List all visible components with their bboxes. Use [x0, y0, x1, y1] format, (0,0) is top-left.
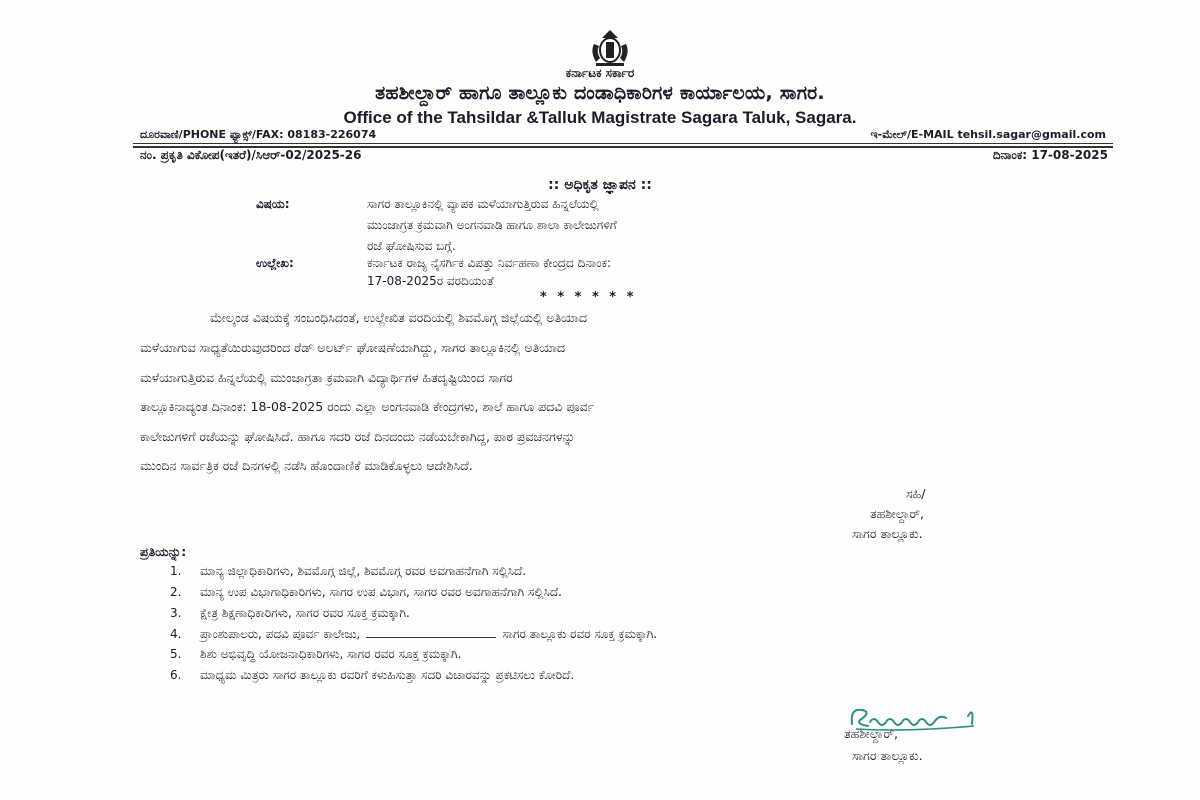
body-line: ಕಾಲೇಜುಗಳಿಗೆ ರಜೆಯನ್ನು ಘೋಷಿಸಿದೆ. ಹಾಗೂ ಸದರಿ ರಜೆ ದಿನದಂದು ನಡೆಯಬೇಕಾಗಿದ್ದ, ಪಾಠ ಪ್ರವಚನಗಳನ್ನು — [140, 429, 576, 444]
list-item: 3. ಕ್ಷೇತ್ರ ಶಿಕ್ಷಣಾಧಿಕಾರಿಗಳು, ಸಾಗರ ರವರ ಸೂಕ್ತ ಕ್ರಮಕ್ಕಾಗಿ. — [170, 606, 410, 620]
reference-label: ಉಲ್ಲೇಖ: — [256, 256, 294, 270]
karnataka-emblem-icon — [586, 28, 634, 68]
memo-heading: :: ಅಧಿಕೃತ ಜ್ಞಾಪನ :: — [548, 177, 652, 193]
copy-to-heading: ಪ್ರತಿಯನ್ನು: — [140, 544, 187, 559]
reference-line: ಕರ್ನಾಟಕ ರಾಜ್ಯ ನೈಸರ್ಗಿಕ ವಿಪತ್ತು ನಿರ್ವಹಣಾ ಕೇಂದ್ರದ ದಿನಾಂಕ: — [367, 256, 612, 270]
subject-line: ಸಾಗರ ತಾಲ್ಲೂಕಿನಲ್ಲಿ ವ್ಯಾಪಕ ಮಳೆಯಾಗುತ್ತಿರುವ ಹಿನ್ನಲೆಯಲ್ಲಿ — [367, 197, 599, 211]
signatory-place: ಸಾಗರ ತಾಲ್ಲೂಕು. — [852, 526, 923, 541]
subject-line: ರಜೆ ಘೋಷಿಸುವ ಬಗ್ಗೆ. — [367, 239, 456, 253]
header-divider — [133, 143, 1113, 144]
list-item: 6. ಮಾಧ್ಯಮ ಮಿತ್ರರು ಸಾಗರ ತಾಲ್ಲೂಕು ರವರಿಗೆ ಕಳುಹಿಸುತ್ತಾ ಸದರಿ ವಿಚಾರವನ್ನು ಪ್ರಕಟಿಸಲು ಕೋರಿದೆ. — [170, 668, 575, 682]
list-item: 1. ಮಾನ್ಯ ಜಿಲ್ಲಾಧಿಕಾರಿಗಳು, ಶಿವಮೊಗ್ಗ ಜಿಲ್ಲೆ, ಶಿವಮೊಗ್ಗ ರವರ ಅವಗಾಹನೆಗಾಗಿ ಸಲ್ಲಿಸಿದೆ. — [170, 564, 527, 578]
office-title-english: Office of the Tahsildar &Talluk Magistrate Sagara Taluk, Sagara. — [343, 108, 857, 127]
list-item: 2. ಮಾನ್ಯ ಉಪ ವಿಭಾಗಾಧಿಕಾರಿಗಳು, ಸಾಗರ ಉಪ ವಿಭಾಗ, ಸಾಗರ ರವರ ಅವಗಾಹನೆಗಾಗಿ ಸಲ್ಲಿಸಿದೆ. — [170, 585, 562, 599]
list-item: 4. ಪ್ರಾಂಶುಪಾಲರು, ಪದವಿ ಪೂರ್ವ ಕಾಲೇಜು, ಸಾಗರ ತಾಲ್ಲೂಕು ರವರ ಸೂಕ್ತ ಕ್ರಮಕ್ಕಾಗಿ. — [170, 627, 658, 641]
subject-label: ವಿಷಯ: — [256, 197, 290, 211]
list-item: 5. ಶಿಶು ಅಭಿವೃದ್ಧಿ ಯೋಜನಾಧಿಕಾರಿಗಳು, ಸಾಗರ ರವರ ಸೂಕ್ತ ಕ್ರಮಕ್ಕಾಗಿ. — [170, 647, 462, 661]
signatory-designation: ತಹಶೀಲ್ದಾರ್, — [870, 506, 925, 521]
blank-fill-line — [366, 627, 496, 638]
government-name: ಕರ್ನಾಟಕ ಸರ್ಕಾರ — [565, 66, 635, 80]
phone-fax: ದೂರವಾಣಿ/PHONE ಫ್ಯಾಕ್ಸ್/FAX: 08183-226074 — [140, 128, 377, 141]
reference-number: ನಂ. ಪ್ರಕೃತಿ ವಿಕೋಪ(ಇತರೆ)/ಸಿಆರ್-02/2025-26 — [140, 148, 362, 162]
body-line: ಮಳೆಯಾಗುತ್ತಿರುವ ಹಿನ್ನಲೆಯಲ್ಲಿ ಮುಂಜಾಗ್ರತಾ ಕ್ರಮವಾಗಿ ವಿದ್ಯಾರ್ಥಿಗಳ ಹಿತದೃಷ್ಟಿಯಿಂದ ಸಾಗರ — [140, 370, 513, 385]
separator-stars: * * * * * * — [540, 290, 637, 305]
body-line: ಮೇಲ್ಕಂಡ ವಿಷಯಕ್ಕೆ ಸಂಬಂಧಿಸಿದಂತೆ, ಉಲ್ಲೇಖಿತ ವರದಿಯಲ್ಲಿ ಶಿವಮೊಗ್ಗ ಜಿಲ್ಲೆಯಲ್ಲಿ ಅತಿಯಾದ — [210, 310, 588, 325]
body-line: ಮುಂದಿನ ಸಾರ್ವತ್ರಿಕ ರಜೆ ದಿನಗಳಲ್ಲಿ ನಡೆಸಿ ಹೊಂದಾಣಿಕೆ ಮಾಡಿಕೊಳ್ಳಲು ಆದೇಶಿಸಿದೆ. — [140, 458, 473, 473]
signatory-place: ಸಾಗರ ತಾಲ್ಲೂಕು. — [852, 748, 923, 763]
body-line: ತಾಲ್ಲೂಕಿನಾದ್ಯಂತ ದಿನಾಂಕ: 18-08-2025 ರಂದು ಎಲ್ಲಾ ಅಂಗನವಾಡಿ ಕೇಂದ್ರಗಳು, ಶಾಲೆ ಹಾಗೂ ಪದವಿ ಪೂರ್ವ — [140, 399, 595, 414]
body-line: ಮಳೆಯಾಗುವ ಸಾಧ್ಯತೆಯಿರುವುದರಿಂದ ರೆಡ್ ಅಲರ್ಟ್ ಘೋಷಣೆಯಾಗಿದ್ದು, ಸಾಗರ ತಾಲ್ಲೂಕಿನಲ್ಲಿ ಅತಿಯಾದ — [140, 340, 566, 355]
signed-mark: ಸಹಿ/ — [906, 486, 926, 501]
subject-line: ಮುಂಜಾಗ್ರತ ಕ್ರಮವಾಗಿ ಅಂಗನವಾಡಿ ಹಾಗೂ ಶಾಲಾ ಕಾಲೇಜುಗಳಿಗೆ — [367, 218, 617, 232]
document-date: ದಿನಾಂಕ: 17-08-2025 — [992, 148, 1108, 162]
office-title-kannada: ತಹಶೀಲ್ದಾರ್ ಹಾಗೂ ತಾಲ್ಲೂಕು ದಂಡಾಧಿಕಾರಿಗಳ ಕಾರ್ಯಾಲಯ, ಸಾಗರ. — [375, 82, 825, 104]
reference-line: 17-08-2025ರ ವರದಿಯಂತೆ — [367, 274, 494, 288]
signatory-designation: ತಹಶೀಲ್ದಾರ್, — [844, 726, 899, 741]
email-address: ಇ-ಮೇಲ್/E-MAIL tehsil.sagar@gmail.com — [870, 128, 1106, 141]
